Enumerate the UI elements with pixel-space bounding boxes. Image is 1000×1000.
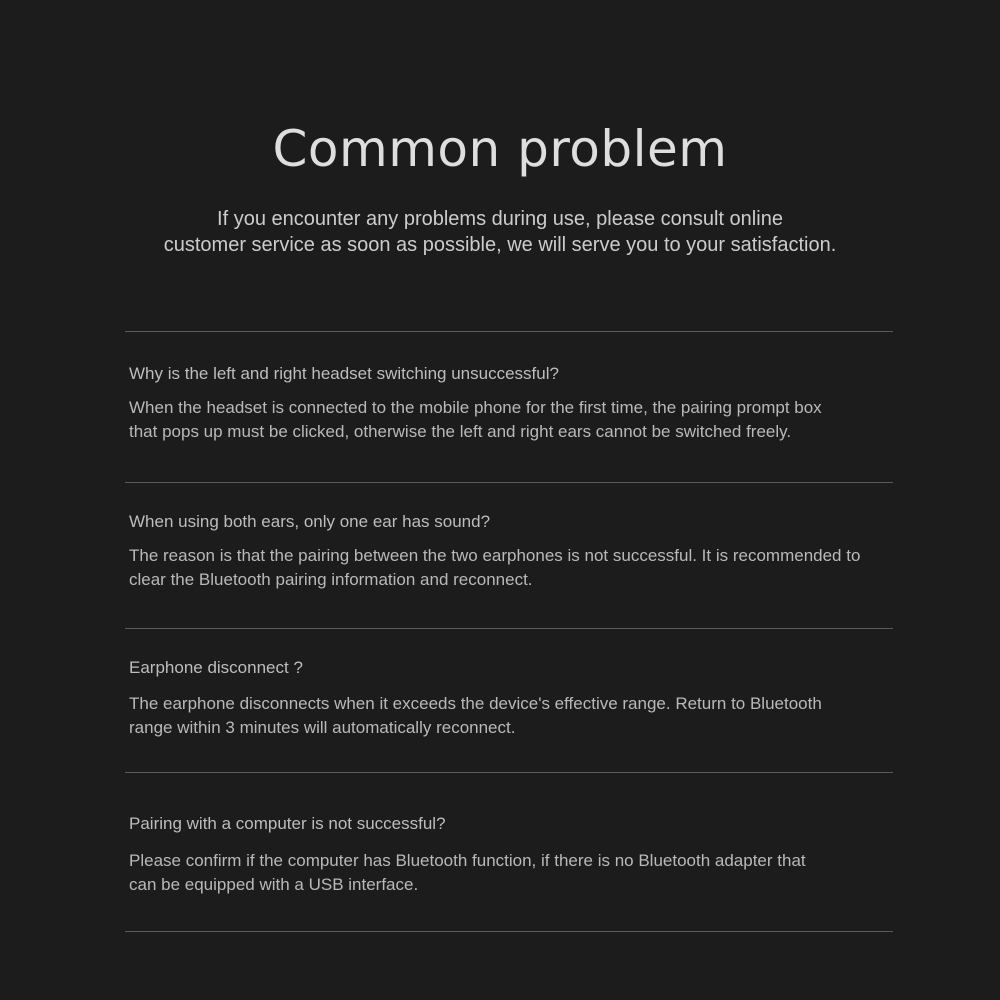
faq-question: Pairing with a computer is not successful? — [129, 814, 446, 833]
faq-question: Earphone disconnect ? — [129, 658, 303, 677]
faq-answer — [129, 849, 949, 897]
answer-line: The earphone disconnects when it exceeds the device's effective range. Return to Bluetooth — [129, 694, 822, 713]
faq-item — [129, 364, 949, 444]
faq-answer — [129, 692, 949, 740]
answer-line: Please confirm if the computer has Bluetooth function, if there is no Bluetooth adapter that — [129, 851, 806, 870]
divider — [125, 772, 893, 773]
faq-item — [129, 512, 949, 592]
answer-line: When the headset is connected to the mobile phone for the first time, the pairing prompt box — [129, 398, 822, 417]
subtitle-line: customer service as soon as possible, we will serve you to your satisfaction. — [163, 234, 837, 256]
answer-line: can be equipped with a USB interface. — [129, 875, 419, 894]
faq-item — [129, 658, 949, 740]
page-subtitle — [100, 206, 900, 258]
faq-item — [129, 814, 949, 897]
faq-answer — [129, 396, 949, 444]
subtitle-line: If you encounter any problems during use, please consult online — [217, 208, 783, 230]
divider — [125, 482, 893, 483]
answer-line: clear the Bluetooth pairing information and reconnect. — [129, 570, 533, 589]
answer-line: The reason is that the pairing between the two earphones is not successful. It is recommended to — [129, 546, 861, 565]
answer-line: that pops up must be clicked, otherwise the left and right ears cannot be switched freely. — [129, 422, 792, 441]
answer-line: range within 3 minutes will automatically reconnect. — [129, 718, 516, 737]
faq-question: When using both ears, only one ear has sound? — [129, 512, 491, 531]
faq-question: Why is the left and right headset switching unsuccessful? — [129, 364, 559, 383]
page-title: Common problem — [272, 120, 728, 178]
divider — [125, 331, 893, 332]
divider — [125, 628, 893, 629]
divider — [125, 931, 893, 932]
faq-answer — [129, 544, 949, 592]
